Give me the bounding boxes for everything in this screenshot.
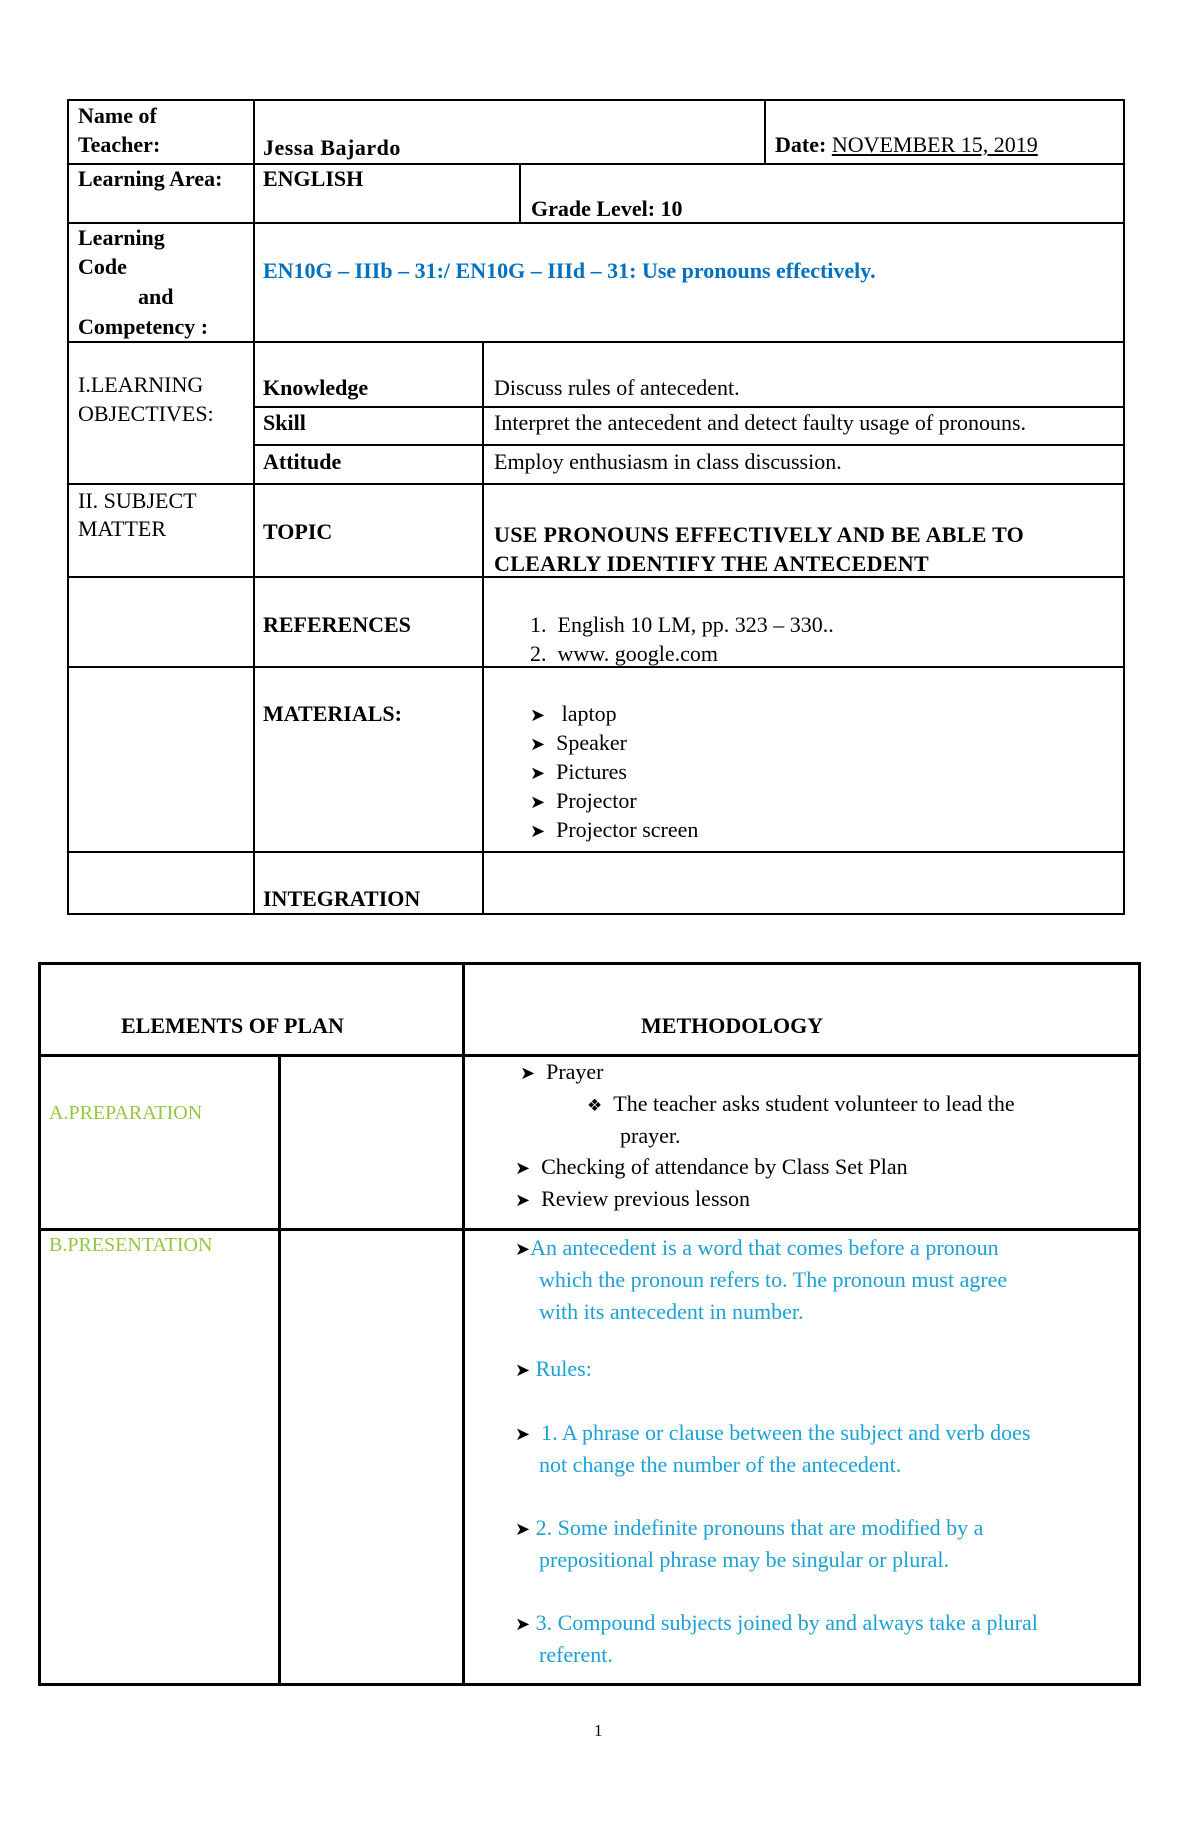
rule-3 [515, 1608, 1038, 1639]
objective-text-attitude: Employ enthusiasm in class discussion. [494, 449, 842, 474]
rule-3-line-2: referent. [539, 1642, 613, 1667]
topic-line-1: USE PRONOUNS EFFECTIVELY AND BE ABLE TO [494, 522, 1025, 547]
materials-label: MATERIALS: [263, 701, 402, 726]
prep-subitem-text-2: prayer. [620, 1123, 681, 1148]
elements-of-plan-header: ELEMENTS OF PLAN [121, 1013, 344, 1038]
objective-type-knowledge: Knowledge [263, 375, 369, 400]
objectives-label-1: I.LEARNING [78, 372, 204, 397]
arrowhead-bullet-icon: ➤ [515, 1519, 531, 1540]
preparation-label: A.PREPARATION [49, 1102, 203, 1124]
competency-text: EN10G – IIIb – 31:/ EN10G – IIId – 31: Use pronouns effectively. [263, 258, 876, 283]
material-item [530, 786, 637, 817]
arrowhead-bullet-icon: ➤ [515, 1239, 531, 1260]
diamond-bullet-icon: ❖ [587, 1096, 603, 1116]
learning-area-value: ENGLISH [263, 166, 364, 191]
name-of-teacher-label: Name of Teacher: [78, 103, 161, 157]
rules-heading [515, 1354, 592, 1385]
objective-text-skill: Interpret the antecedent and detect faulty usage of pronouns. [494, 410, 1027, 435]
material-item [530, 815, 698, 846]
rule-2 [515, 1513, 983, 1544]
topic-line-2: CLEARLY IDENTIFY THE ANTECEDENT [494, 551, 929, 576]
arrowhead-bullet-icon: ➤ [530, 734, 546, 755]
arrowhead-bullet-icon: ➤ [530, 763, 546, 784]
material-text: Projector screen [556, 817, 699, 842]
reference-text: www. google.com [557, 641, 718, 666]
material-item [530, 757, 627, 788]
arrowhead-bullet-icon: ➤ [515, 1424, 531, 1445]
definition-line-3: with its antecedent in number. [539, 1299, 804, 1324]
material-item [530, 728, 627, 759]
prep-item-text: Checking of attendance by Class Set Plan [541, 1154, 908, 1179]
reference-item [530, 639, 718, 668]
presentation-definition [515, 1233, 999, 1264]
material-text: Projector [556, 788, 637, 813]
prep-item-prayer [520, 1057, 604, 1088]
arrowhead-bullet-icon: ➤ [520, 1063, 536, 1084]
objectives-label-2: OBJECTIVES: [78, 401, 214, 426]
material-item [530, 699, 617, 730]
arrowhead-bullet-icon: ➤ [530, 792, 546, 813]
integration-label: INTEGRATION [263, 886, 421, 911]
arrowhead-bullet-icon: ➤ [515, 1190, 531, 1211]
arrowhead-bullet-icon: ➤ [515, 1360, 531, 1381]
grade-level: Grade Level: 10 [531, 196, 683, 221]
objective-text-knowledge: Discuss rules of antecedent. [494, 375, 740, 400]
date-value: NOVEMBER 15, 2019 [831, 132, 1038, 157]
rule-2-line-1: 2. Some indefinite pronouns that are modified by a [535, 1515, 984, 1540]
page-number: 1 [594, 1721, 603, 1740]
arrowhead-bullet-icon: ➤ [530, 821, 546, 842]
rule-1-line-2: not change the number of the antecedent. [539, 1452, 902, 1477]
topic-label: TOPIC [263, 519, 333, 544]
reference-number: 2. [530, 641, 547, 666]
definition-line-2: which the pronoun refers to. The pronoun must agree [539, 1267, 1008, 1292]
reference-text: English 10 LM, pp. 323 – 330.. [557, 612, 834, 637]
material-text: Speaker [556, 730, 627, 755]
rule-1 [515, 1418, 1030, 1449]
prep-item-text: Review previous lesson [541, 1186, 751, 1211]
rule-3-line-1: 3. Compound subjects joined by and always take a plural [535, 1610, 1038, 1635]
rule-1-line-1: 1. A phrase or clause between the subject and verb does [535, 1420, 1031, 1445]
subject-matter-label-1: II. SUBJECT [78, 488, 197, 513]
arrowhead-bullet-icon: ➤ [530, 705, 546, 726]
prep-item-text: Prayer [546, 1059, 604, 1084]
learning-area-label: Learning Area: [78, 166, 223, 191]
material-text: laptop [556, 701, 617, 726]
methodology-header: METHODOLOGY [641, 1013, 824, 1038]
date-field [775, 130, 1038, 159]
presentation-label: B.PRESENTATION [49, 1234, 213, 1256]
reference-item [530, 610, 834, 639]
date-label: Date: [775, 132, 827, 157]
learning-code-label-2: Code [78, 254, 127, 279]
arrowhead-bullet-icon: ➤ [515, 1614, 531, 1635]
references-label: REFERENCES [263, 612, 411, 637]
definition-line-1: An antecedent is a word that comes before a pronoun [530, 1235, 999, 1260]
prep-subitem-volunteer [587, 1089, 1015, 1121]
teacher-name: Jessa Bajardo [263, 135, 401, 160]
prep-item-review [515, 1184, 750, 1215]
rules-text: Rules: [535, 1356, 592, 1381]
prep-item-attendance [515, 1152, 908, 1183]
reference-number: 1. [530, 612, 547, 637]
learning-code-label-1: Learning [78, 225, 165, 250]
learning-code-label-4: Competency : [78, 314, 209, 339]
learning-code-label-3: and [138, 284, 174, 309]
subject-matter-label-2: MATTER [78, 516, 166, 541]
prep-subitem-text: The teacher asks student volunteer to lead the [613, 1091, 1015, 1116]
rule-2-line-2: prepositional phrase may be singular or plural. [539, 1547, 949, 1572]
arrowhead-bullet-icon: ➤ [515, 1158, 531, 1179]
objective-type-attitude: Attitude [263, 449, 342, 474]
material-text: Pictures [556, 759, 627, 784]
objective-type-skill: Skill [263, 410, 306, 435]
